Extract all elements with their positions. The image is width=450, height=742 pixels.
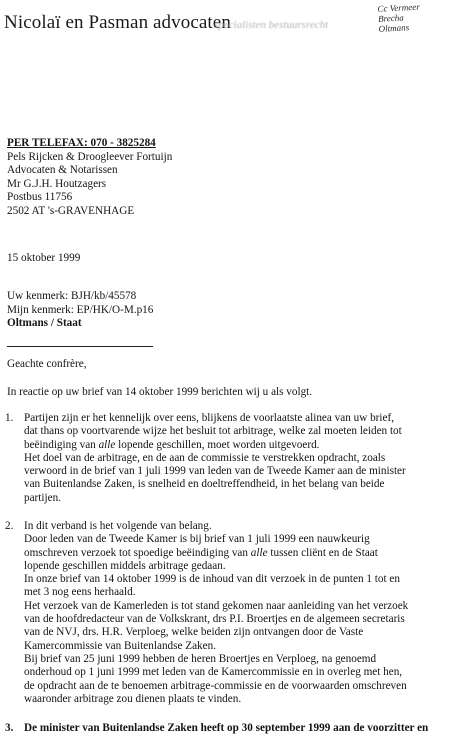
list-item-line: De minister van Buitenlandse Zaken heeft op 30 september 1999 aan de voorzitter en bbox=[24, 722, 429, 734]
list-item-line: lopende geschillen middels arbitrage gedaan. bbox=[24, 559, 226, 572]
salutation: Geachte confrère, bbox=[7, 358, 87, 370]
list-item-line: Het verzoek van de Kamerleden is tot stand gekomen naar aanleiding van het verzoek bbox=[24, 599, 409, 612]
intro-paragraph: In reactie op uw brief van 14 oktober 1999 berichten wij u als volgt. bbox=[7, 386, 313, 398]
reference-block bbox=[7, 290, 153, 331]
list-item-number: 2. bbox=[5, 520, 14, 532]
list-item-body bbox=[24, 412, 406, 505]
recipient-line: Pels Rijcken & Droogleever Fortuijn bbox=[7, 150, 173, 163]
list-item-line: omschreven verzoek tot spoedige beëindiging van alle tussen cliënt en de Staat bbox=[24, 546, 378, 559]
list-item-number: 3. bbox=[5, 722, 14, 734]
list-item-line: Door leden van de Tweede Kamer is bij brief van 1 juli 1999 een nauwkeurig bbox=[24, 533, 370, 546]
list-item-line: partijen. bbox=[24, 491, 61, 504]
list-item-line: verwoord in de brief van 1 juli 1999 van leden van de Tweede Kamer aan de minister bbox=[24, 465, 406, 478]
list-item-line: Partijen zijn er het kennelijk over eens, blijkens de voorlaatste alinea van uw brief, bbox=[24, 412, 394, 424]
recipient-line: 2502 AT 's-GRAVENHAGE bbox=[7, 204, 135, 217]
list-item-line: met 3 nog eens herhaald. bbox=[24, 586, 136, 599]
list-item-line: de opdracht aan de te benoemen arbitrage-commissie en de voorwaarden omschreven bbox=[24, 679, 407, 692]
recipient-line: Postbus 11756 bbox=[7, 191, 73, 204]
letterhead-tagline: specialisten bestuursrecht bbox=[214, 19, 329, 31]
list-item-line: Het doel van de arbitrage, en de aan de commissie te verstrekken opdracht, zoals bbox=[24, 451, 386, 464]
list-item-body bbox=[24, 722, 428, 735]
list-item-line: onderhoud op 1 juni 1999 met leden van de Kamercommissie en in overleg met hen, bbox=[24, 666, 403, 679]
letterhead-firm-name: Nicolaï en Pasman advocaten bbox=[4, 12, 231, 33]
list-item-line: In onze brief van 14 oktober 1999 is de inhoud van dit verzoek in de punten 1 tot en bbox=[24, 573, 400, 586]
reference-divider bbox=[7, 346, 153, 347]
list-item-line: waaronder arbitrage zou dienen plaats te vinden. bbox=[24, 692, 242, 705]
mijn-kenmerk: Mijn kenmerk: EP/HK/O-M.p16 bbox=[7, 303, 154, 316]
list-item-number: 1. bbox=[5, 412, 14, 424]
uw-kenmerk: Uw kenmerk: BJH/kb/45578 bbox=[7, 290, 137, 302]
recipient-line: Advocaten & Notarissen bbox=[7, 164, 118, 177]
list-item-line: van de hoofdredacteur van de Volkskrant, drs P.I. Broertjes en de algemeen secretaris bbox=[24, 613, 405, 626]
list-item-body bbox=[24, 520, 408, 706]
list-item-line: dat thans op voortvarende wijze het besluit tot arbitrage, welke zal moeten leiden tot bbox=[24, 425, 402, 438]
list-item-line: van Buitenlandse Zaken, is snelheid en doeltreffendheid, in het belang van beide bbox=[24, 478, 385, 491]
list-item-line: van de NVJ, drs. H.R. Verploeg, welke beiden zijn ontvangen door de Vaste bbox=[24, 626, 364, 639]
recipient-block bbox=[7, 137, 172, 219]
handwritten-note-line: Oltmans bbox=[378, 22, 410, 34]
handwritten-note-line: Brecha bbox=[377, 12, 404, 24]
list-item-line: beëindiging van alle lopende geschillen, moet worden uitgevoerd. bbox=[24, 438, 320, 451]
list-item-line: Bij brief van 25 juni 1999 hebben de heren Broertjes en Verploeg, na genoemd bbox=[24, 652, 377, 665]
recipient-line: Mr G.J.H. Houtzagers bbox=[7, 177, 107, 190]
list-item-line: Kamercommissie van Buitenlandse Zaken. bbox=[24, 639, 216, 652]
handwritten-note bbox=[377, 0, 448, 34]
handwritten-note-line: Cc Vermeer bbox=[377, 1, 420, 14]
list-item-line: In dit verband is het volgende van belang. bbox=[24, 520, 212, 532]
subject-line: Oltmans / Staat bbox=[7, 317, 82, 330]
letter-date: 15 oktober 1999 bbox=[7, 252, 81, 264]
fax-line: PER TELEFAX: 070 - 3825284 bbox=[7, 137, 156, 149]
